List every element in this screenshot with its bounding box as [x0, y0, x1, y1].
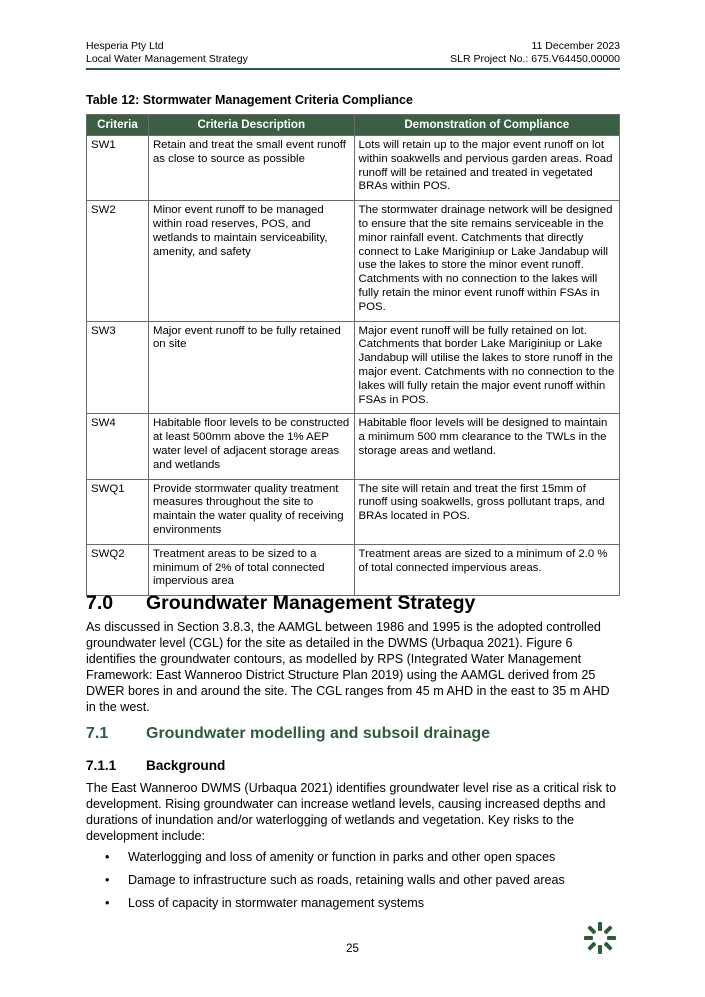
criteria-description: Retain and treat the small event runoff as close to source as possible [148, 136, 354, 201]
section-title: Groundwater Management Strategy [146, 592, 476, 614]
risk-list [86, 849, 620, 918]
compliance-text: Major event runoff will be fully retained on lot. Catchments that border Lake Mariginiup or Lake Jandabup will utilise the lakes to store runoff in the major event. Catchments with no connection to the lakes will fully retain the major event runoff within FSAs in POS. [354, 321, 619, 414]
column-header: Demonstration of Compliance [354, 115, 619, 136]
slr-logo-icon [582, 920, 618, 956]
section-number: 7.0 [86, 592, 114, 614]
criteria-code: SW1 [87, 136, 149, 201]
table-row [87, 136, 620, 201]
list-item [86, 895, 620, 918]
criteria-description: Major event runoff to be fully retained on site [148, 321, 354, 414]
compliance-text: The site will retain and treat the first 15mm of runoff using soakwells, gross pollutant traps, and BRAs located in POS. [354, 479, 619, 544]
criteria-code: SW2 [87, 201, 149, 321]
list-item [86, 872, 620, 895]
section-paragraph: As discussed in Section 3.8.3, the AAMGL between 1986 and 1995 is the adopted controlled groundwater level (CGL) for the site as detailed in the DWMS (Urbaqua 2021). Figure 6 identifies the groundwater contours, as modelled by RPS (Integrated Water Management Framework: East Wanneroo District Structure Plan 2019) using the AAMGL derived from 25 DWER bores in and around the site. The CGL ranges from 45 m AHD in the east to 35 m AHD in the west. [86, 620, 610, 714]
table-row [87, 201, 620, 321]
criteria-code: SWQ2 [87, 544, 149, 595]
header-left [86, 40, 248, 66]
company-name: Hesperia Pty Ltd [86, 40, 164, 52]
bullet-icon: • [105, 896, 110, 910]
section-heading [86, 592, 475, 615]
table-row [87, 544, 620, 595]
table-header-row [87, 115, 620, 136]
compliance-text: Habitable floor levels will be designed to maintain a minimum 500 mm clearance to the TWLs in the storage areas and wetland. [354, 414, 619, 479]
column-header: Criteria [87, 115, 149, 136]
criteria-description: Habitable floor levels to be constructed at least 500mm above the 1% AEP water level of adjacent storage areas and wetlands [148, 414, 354, 479]
compliance-text: Lots will retain up to the major event runoff on lot within soakwells and pervious garden areas. Road runoff will be retained and treated in vegetated BRAs within POS. [354, 136, 619, 201]
table-caption: Table 12: Stormwater Management Criteria Compliance [86, 93, 413, 107]
document-title: Local Water Management Strategy [86, 53, 248, 65]
background-paragraph: The East Wanneroo DWMS (Urbaqua 2021) identifies groundwater level rise as a critical risk to development. Rising groundwater can increase wetland levels, causing increased depths and durations of inundation and/or waterlogging of wetlands and vegetation. Key risks to the development include: [86, 781, 617, 843]
subsubsection-number: 7.1.1 [86, 758, 117, 773]
subsection-title: Groundwater modelling and subsoil drainage [146, 725, 491, 742]
table-row [87, 414, 620, 479]
subsection-heading [86, 725, 490, 743]
criteria-table [86, 114, 620, 596]
header-divider [86, 68, 620, 70]
criteria-code: SW3 [87, 321, 149, 414]
criteria-code: SWQ1 [87, 479, 149, 544]
header-right [450, 40, 620, 66]
column-header: Criteria Description [148, 115, 354, 136]
compliance-text: The stormwater drainage network will be designed to ensure that the site remains serviceable in the minor rainfall event. Catchments that directly connect to Lake Mariginiup or Lake Jandabup will use the lakes to store the minor event runoff. Catchments with no connection to the lakes will fully retain the minor event runoff within FSAs in POS. [354, 201, 619, 321]
subsubsection-title: Background [146, 758, 226, 773]
criteria-description: Minor event runoff to be managed within road reserves, POS, and wetlands to maintain serviceability, amenity, and safety [148, 201, 354, 321]
list-item-text: Waterlogging and loss of amenity or function in parks and other open spaces [128, 850, 556, 864]
document-date: 11 December 2023 [531, 40, 620, 52]
subsection-number: 7.1 [86, 725, 109, 742]
criteria-description: Treatment areas to be sized to a minimum of 2% of total connected impervious area [148, 544, 354, 595]
list-item-text: Loss of capacity in stormwater management systems [128, 896, 425, 910]
table-row [87, 479, 620, 544]
compliance-text: Treatment areas are sized to a minimum of 2.0 % of total connected impervious areas. [354, 544, 619, 595]
table-row [87, 321, 620, 414]
list-item-text: Damage to infrastructure such as roads, retaining walls and other paved areas [128, 873, 565, 887]
list-item [86, 849, 620, 872]
criteria-description: Provide stormwater quality treatment measures throughout the site to maintain the water quality of receiving environments [148, 479, 354, 544]
subsubsection-heading [86, 758, 225, 773]
criteria-code: SW4 [87, 414, 149, 479]
bullet-icon: • [105, 873, 110, 887]
project-number: SLR Project No.: 675.V64450.00000 [450, 53, 620, 65]
page-number: 25 [346, 943, 359, 955]
bullet-icon: • [105, 850, 110, 864]
